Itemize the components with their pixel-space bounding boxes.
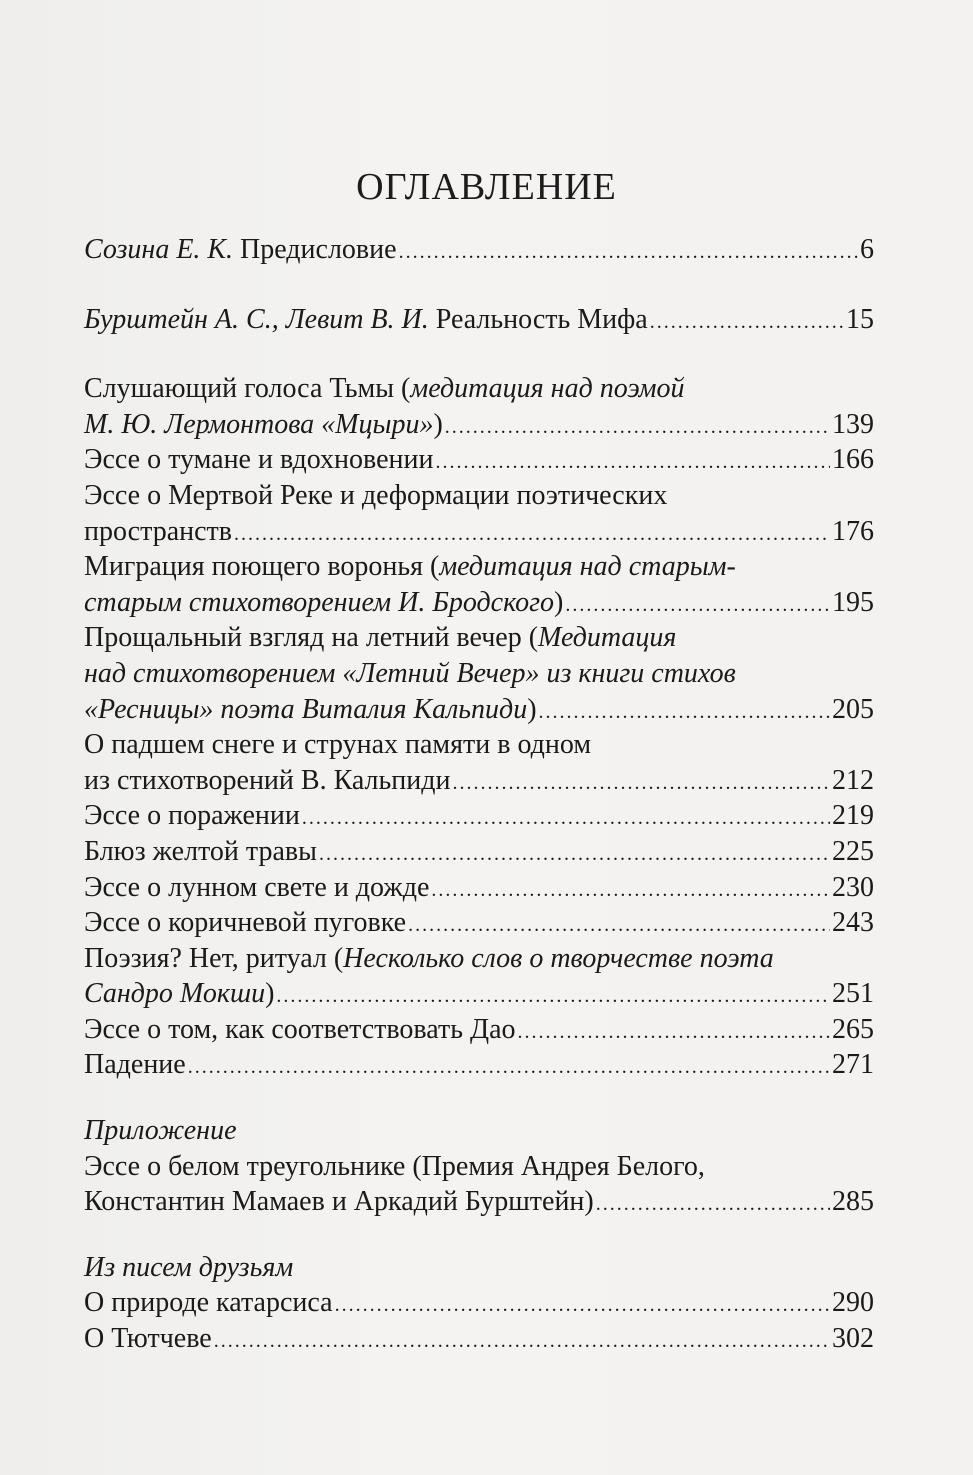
entry-title: ) bbox=[527, 693, 537, 725]
appendix-heading: Приложение bbox=[84, 1115, 237, 1147]
dot-leader bbox=[188, 1050, 830, 1086]
page-number: 15 bbox=[846, 303, 874, 335]
entry-title: Эссе о тумане и вдохновении bbox=[84, 444, 434, 476]
toc-entry[interactable] bbox=[84, 692, 874, 728]
entry-subtitle: Медитация bbox=[538, 622, 677, 654]
page-number: 271 bbox=[832, 1049, 874, 1081]
toc-entry[interactable] bbox=[84, 1285, 874, 1321]
toc-entry[interactable] bbox=[84, 232, 874, 268]
page-number: 285 bbox=[832, 1186, 874, 1218]
entry-title: Слушающий голоса Тьмы ( bbox=[84, 373, 411, 405]
dot-leader bbox=[335, 1288, 830, 1324]
toc-entry[interactable] bbox=[84, 1012, 874, 1048]
page-number: 230 bbox=[832, 871, 874, 903]
toc-entry[interactable] bbox=[84, 585, 874, 621]
page-number: 302 bbox=[832, 1323, 874, 1355]
entry-title: Реальность Мифа bbox=[428, 303, 648, 335]
entry-title: Эссе о том, как соответствовать Дао bbox=[84, 1013, 516, 1045]
page-number: 205 bbox=[832, 693, 874, 725]
toc-entry-line: О падшем снеге и струнах памяти в одном bbox=[84, 729, 592, 761]
toc-entry[interactable] bbox=[84, 798, 874, 834]
page-number: 166 bbox=[832, 444, 874, 476]
dot-leader bbox=[650, 305, 844, 341]
entry-title: Блюз желтой травы bbox=[84, 835, 317, 867]
entry-title: Эссе о лунном свете и дожде bbox=[84, 871, 430, 903]
toc-entry-line: над стихотворением «Летний Вечер» из книги стихов bbox=[84, 657, 736, 689]
dot-leader bbox=[399, 235, 858, 271]
dot-leader bbox=[319, 837, 830, 873]
toc-entry-line bbox=[84, 549, 874, 585]
page-number: 243 bbox=[832, 907, 874, 939]
entry-subtitle: медитация над поэмой bbox=[410, 373, 685, 405]
dot-leader bbox=[431, 873, 830, 909]
entry-title: Константин Мамаев и Аркадий Бурштейн) bbox=[84, 1186, 594, 1218]
spacer bbox=[84, 337, 874, 371]
dot-leader bbox=[518, 1015, 830, 1051]
toc-entry-line bbox=[84, 620, 874, 656]
toc-entry-line bbox=[84, 941, 874, 977]
page-number: 195 bbox=[832, 586, 874, 618]
page-number: 290 bbox=[832, 1287, 874, 1319]
page-number: 251 bbox=[832, 978, 874, 1010]
spacer bbox=[84, 1083, 874, 1113]
dot-leader bbox=[234, 517, 830, 553]
entry-title: ) bbox=[433, 408, 443, 440]
letters-heading: Из писем друзьям bbox=[84, 1251, 294, 1283]
toc-entry[interactable] bbox=[84, 407, 874, 443]
dot-leader bbox=[302, 801, 830, 837]
toc-entry[interactable] bbox=[84, 1321, 874, 1357]
dot-leader bbox=[276, 979, 830, 1015]
table-of-contents bbox=[84, 232, 874, 1357]
entry-title: Эссе о поражении bbox=[84, 800, 300, 832]
entry-subtitle: М. Ю. Лермонтова «Мцыри» bbox=[84, 408, 434, 440]
entry-author: Созина Е. К. bbox=[84, 234, 234, 265]
toc-entry-line: Эссе о Мертвой Реке и деформации поэтических bbox=[84, 479, 668, 511]
page-number: 212 bbox=[832, 764, 874, 796]
entry-title: из стихотворений В. Кальпиди bbox=[84, 764, 451, 796]
entry-title: Эссе о коричневой пуговке bbox=[84, 907, 407, 939]
page-number: 265 bbox=[832, 1013, 874, 1045]
page-number: 139 bbox=[832, 408, 874, 440]
toc-entry[interactable] bbox=[84, 834, 874, 870]
toc-entry[interactable] bbox=[84, 514, 874, 550]
spacer bbox=[84, 1220, 874, 1250]
entry-subtitle: Несколько слов о творчестве поэта bbox=[343, 942, 774, 974]
dot-leader bbox=[445, 410, 830, 446]
entry-subtitle: старым стихотворением И. Бродского bbox=[84, 586, 555, 618]
toc-entry-text bbox=[84, 232, 397, 268]
toc-entry-text bbox=[84, 976, 274, 1012]
page-number: 219 bbox=[832, 800, 874, 832]
toc-entry[interactable] bbox=[84, 302, 874, 338]
toc-entry-text bbox=[84, 407, 443, 443]
entry-title: ) bbox=[554, 586, 564, 618]
toc-entry-line bbox=[84, 371, 874, 407]
dot-leader bbox=[435, 445, 830, 481]
entry-author: Бурштейн А. С., Левит В. И. bbox=[84, 303, 429, 335]
toc-entry[interactable] bbox=[84, 763, 874, 799]
entry-subtitle: Сандро Мокши bbox=[84, 978, 266, 1010]
dot-leader bbox=[453, 766, 830, 802]
dot-leader bbox=[408, 908, 830, 944]
entry-title: Предисловие bbox=[233, 234, 397, 265]
spacer bbox=[84, 268, 874, 302]
toc-entry[interactable] bbox=[84, 1184, 874, 1220]
entry-title: О Тютчеве bbox=[84, 1323, 212, 1355]
dot-leader bbox=[596, 1187, 830, 1223]
dot-leader bbox=[565, 588, 830, 624]
entry-title: О природе катарсиса bbox=[84, 1287, 333, 1319]
page-number: 225 bbox=[832, 835, 874, 867]
dot-leader bbox=[214, 1324, 830, 1360]
toc-entry[interactable] bbox=[84, 870, 874, 906]
toc-entry[interactable] bbox=[84, 442, 874, 478]
toc-entry[interactable] bbox=[84, 1047, 874, 1083]
entry-title: ) bbox=[265, 978, 275, 1010]
toc-entry-text bbox=[84, 302, 648, 338]
dot-leader bbox=[539, 695, 830, 731]
toc-entry-text bbox=[84, 585, 563, 621]
entry-title: Миграция поющего воронья ( bbox=[84, 551, 440, 583]
toc-entry[interactable] bbox=[84, 976, 874, 1012]
entry-title: Поэзия? Нет, ритуал ( bbox=[84, 942, 344, 974]
toc-entry-text bbox=[84, 692, 537, 728]
page-title: ОГЛАВЛЕНИЕ bbox=[356, 166, 617, 208]
toc-entry[interactable] bbox=[84, 905, 874, 941]
entry-subtitle: медитация над старым- bbox=[439, 551, 736, 583]
entry-title: Падение bbox=[84, 1049, 186, 1081]
entry-subtitle: «Ресницы» поэта Виталия Кальпиди bbox=[84, 693, 528, 725]
entry-title: пространств bbox=[84, 515, 232, 547]
page-number: 176 bbox=[832, 515, 874, 547]
toc-entry-line: Эссе о белом треугольнике (Премия Андрея Белого, bbox=[84, 1150, 705, 1182]
entry-title: Прощальный взгляд на летний вечер ( bbox=[84, 622, 539, 654]
page-number: 6 bbox=[860, 234, 874, 265]
